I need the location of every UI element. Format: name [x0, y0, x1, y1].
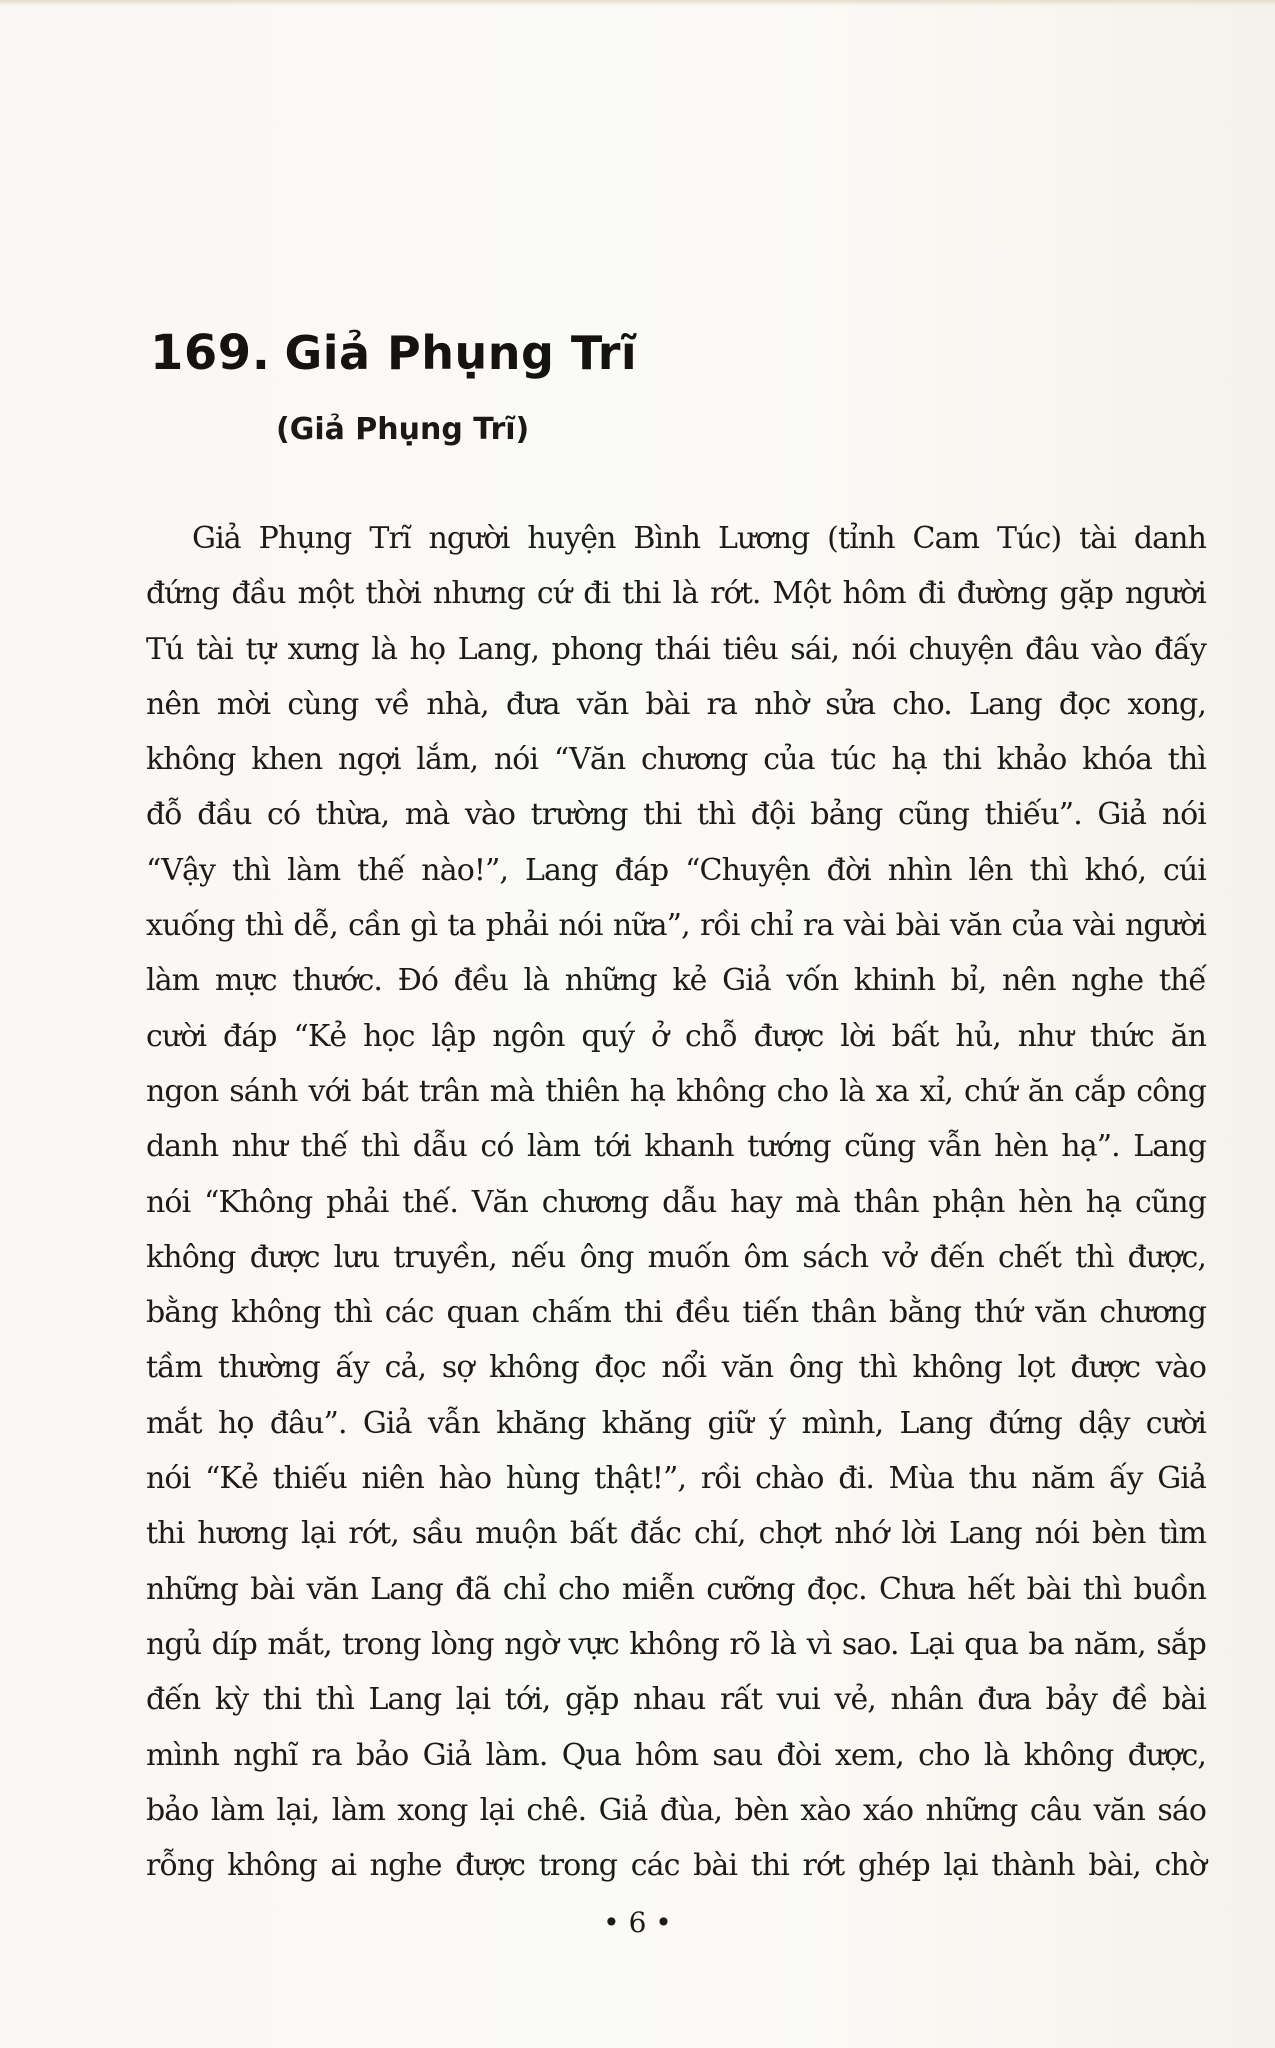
text-line: xuống thì dễ, cần gì ta phải nói nữa”, rồi chỉ ra vài bài văn của vài người: [146, 908, 1206, 944]
text-line: nói “Không phải thế. Văn chương dẫu hay mà thân phận hèn hạ cũng: [146, 1184, 1206, 1220]
body-paragraph: [146, 511, 1206, 1893]
text-line: đỗ đầu có thừa, mà vào trường thi thì đội bảng cũng thiếu”. Giả nói: [146, 797, 1206, 833]
text-line: không khen ngợi lắm, nói “Văn chương của túc hạ thi khảo khóa thì: [146, 742, 1206, 778]
chapter-title: Giả Phụng Trĩ: [284, 326, 638, 380]
text-line: đứng đầu một thời nhưng cứ đi thi là rớt. Một hôm đi đường gặp người: [146, 576, 1206, 612]
text-line: bảo làm lại, làm xong lại chê. Giả đùa, bèn xào xáo những câu văn sáo: [146, 1792, 1206, 1828]
text-line: mắt họ đâu”. Giả vẫn khăng khăng giữ ý mình, Lang đứng dậy cười: [146, 1405, 1206, 1441]
text-line: cười đáp “Kẻ học lập ngôn quý ở chỗ được lời bất hủ, như thức ăn: [146, 1018, 1206, 1054]
text-line: đến kỳ thi thì Lang lại tới, gặp nhau rất vui vẻ, nhân đưa bảy đề bài: [146, 1682, 1206, 1718]
text-line: rỗng không ai nghe được trong các bài thi rớt ghép lại thành bài, chờ: [146, 1848, 1206, 1884]
text-line: “Vậy thì làm thế nào!”, Lang đáp “Chuyện đời nhìn lên thì khó, cúi: [146, 852, 1206, 888]
text-line: nói “Kẻ thiếu niên hào hùng thật!”, rồi chào đi. Mùa thu năm ấy Giả: [146, 1461, 1206, 1497]
chapter-subtitle: (Giả Phụng Trĩ): [276, 412, 530, 447]
page-top-edge: [0, 0, 1275, 6]
text-line: nên mời cùng về nhà, đưa văn bài ra nhờ sửa cho. Lang đọc xong,: [146, 686, 1206, 722]
text-line: làm mực thước. Đó đều là những kẻ Giả vốn khinh bỉ, nên nghe thế: [146, 963, 1206, 999]
text-line: Giả Phụng Trĩ người huyện Bình Lương (tỉnh Cam Túc) tài danh: [192, 521, 1206, 556]
text-line: ngủ díp mắt, trong lòng ngờ vực không rõ là vì sao. Lại qua ba năm, sắp: [146, 1626, 1206, 1662]
text-line: thi hương lại rớt, sầu muộn bất đắc chí, chợt nhớ lời Lang nói bèn tìm: [146, 1516, 1206, 1552]
chapter-heading: [150, 325, 637, 381]
text-line: không được lưu truyền, nếu ông muốn ôm sách vở đến chết thì được,: [146, 1239, 1206, 1275]
text-line: bằng không thì các quan chấm thi đều tiến thân bằng thứ văn chương: [146, 1295, 1206, 1331]
chapter-number: 169.: [150, 325, 271, 381]
text-line: ngon sánh với bát trân mà thiên hạ không cho là xa xỉ, chứ ăn cắp công: [146, 1073, 1206, 1109]
text-line: Tú tài tự xưng là họ Lang, phong thái tiêu sái, nói chuyện đâu vào đấy: [146, 631, 1206, 667]
text-line: danh như thế thì dẫu có làm tới khanh tướng cũng vẫn hèn hạ”. Lang: [146, 1129, 1206, 1165]
text-line: mình nghĩ ra bảo Giả làm. Qua hôm sau đòi xem, cho là không được,: [146, 1737, 1206, 1773]
text-line: tầm thường ấy cả, sợ không đọc nổi văn ông thì không lọt được vào: [146, 1350, 1206, 1386]
page-number: • 6 •: [603, 1906, 672, 1939]
text-line: những bài văn Lang đã chỉ cho miễn cưỡng đọc. Chưa hết bài thì buồn: [146, 1571, 1206, 1607]
